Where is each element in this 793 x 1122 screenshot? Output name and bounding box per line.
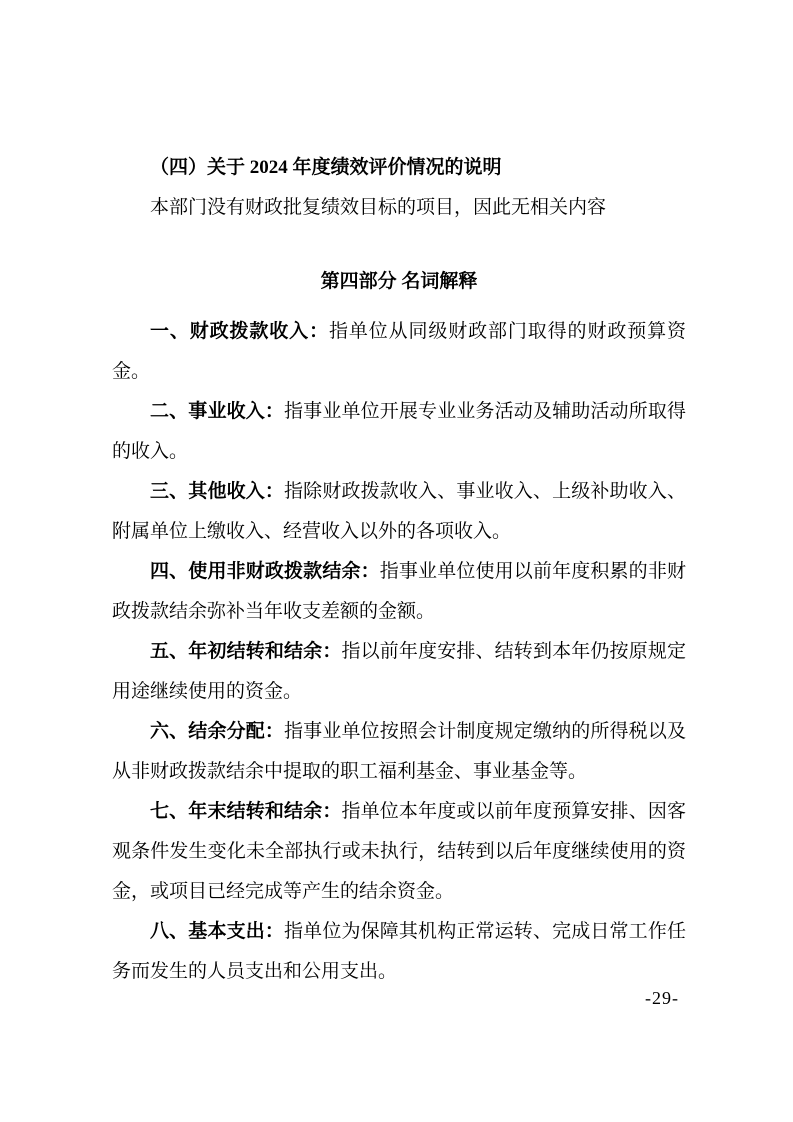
page-content (112, 148, 686, 992)
term-definition: 指除财政拨款收入、事业收入、上级补助收入、附属单位上缴收入、经营收入以外的各项收入。 (112, 481, 686, 542)
term-definition: 指事业单位按照会计制度规定缴纳的所得税以及从非财政拨款结余中提取的职工福利基金、事业基金等。 (112, 721, 686, 782)
term-paragraph (112, 912, 686, 992)
term-paragraph (112, 552, 686, 632)
term-lead: 八、基本支出： (150, 921, 285, 942)
term-lead: 四、使用非财政拨款结余： (150, 561, 380, 582)
section-body-text: 本部门没有财政批复绩效目标的项目，因此无相关内容 (150, 197, 607, 218)
term-definition: 指单位为保障其机构正常运转、完成日常工作任务而发生的人员支出和公用支出。 (112, 921, 686, 982)
term-lead: 七、年末结转和结余： (150, 801, 342, 822)
term-lead: 一、财政拨款收入： (150, 321, 329, 342)
terms-list (112, 312, 686, 992)
term-paragraph (112, 312, 686, 392)
page-number: -29- (645, 988, 679, 1008)
term-paragraph (112, 392, 686, 472)
term-definition: 指事业单位使用以前年度积累的非财政拨款结余弥补当年收支差额的金额。 (112, 561, 686, 622)
term-definition: 指以前年度安排、结转到本年仍按原规定用途继续使用的资金。 (112, 641, 686, 702)
term-paragraph (112, 792, 686, 912)
term-definition: 指事业单位开展专业业务活动及辅助活动所取得的收入。 (112, 401, 686, 462)
term-lead: 五、年初结转和结余： (150, 641, 342, 662)
term-definition: 指单位本年度或以前年度预算安排、因客观条件发生变化未全部执行或未执行，结转到以后年度继续使用的资金，或项目已经完成等产生的结余资金。 (112, 801, 686, 902)
term-lead: 三、其他收入： (150, 481, 285, 502)
term-paragraph (112, 472, 686, 552)
term-lead: 六、结余分配： (150, 721, 285, 742)
section-heading: （四）关于 2024 年度绩效评价情况的说明 (150, 157, 502, 178)
part-four-title: 第四部分 名词解释 (320, 271, 478, 292)
term-paragraph (112, 712, 686, 792)
term-lead: 二、事业收入： (150, 401, 285, 422)
term-definition: 指单位从同级财政部门取得的财政预算资金。 (112, 321, 686, 382)
term-paragraph (112, 632, 686, 712)
